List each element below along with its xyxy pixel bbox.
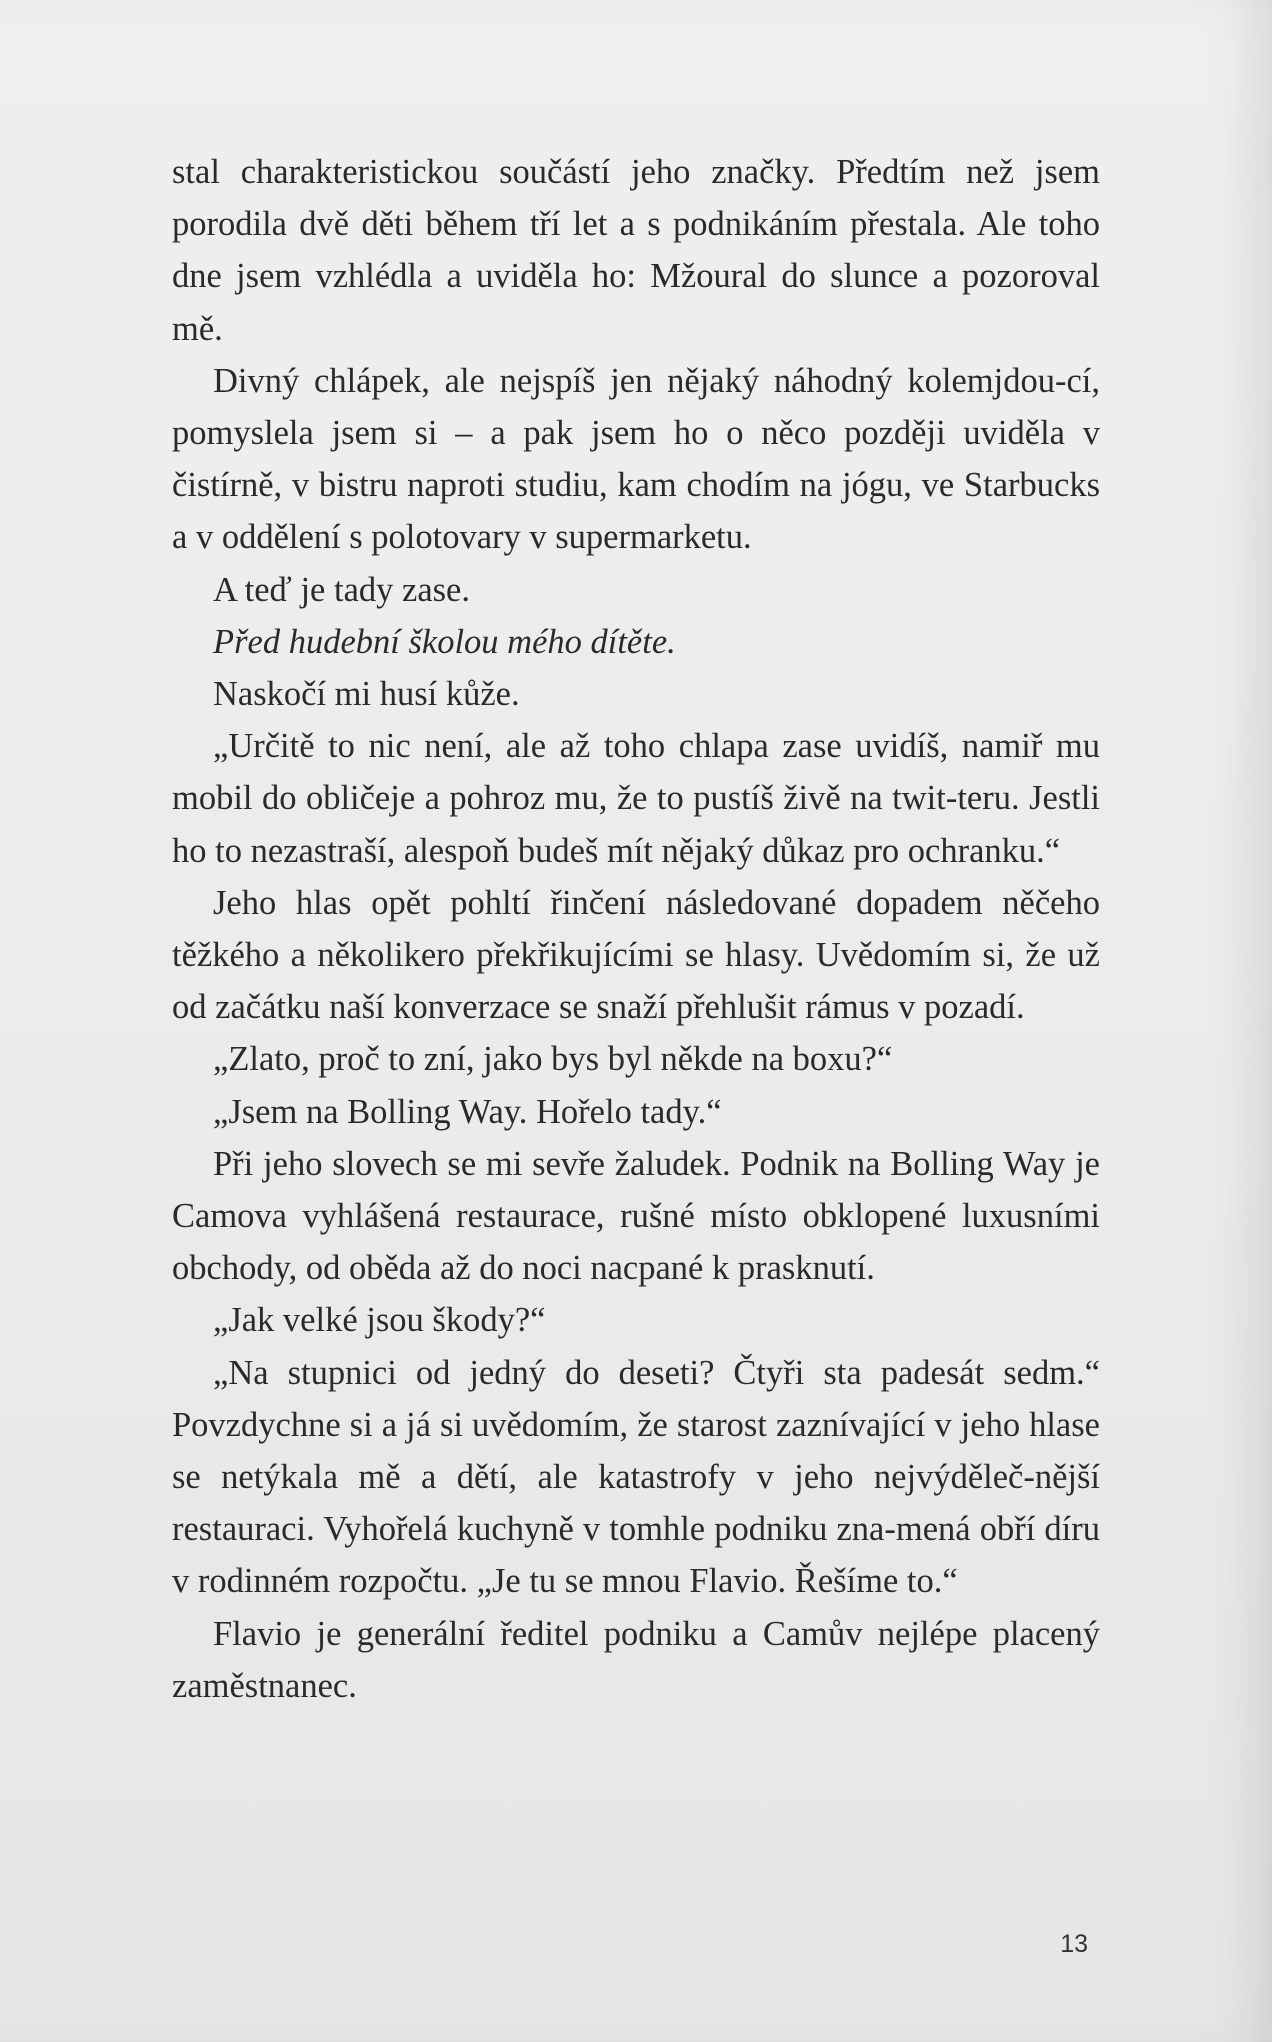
paragraph: stal charakteristickou součástí jeho značky. Předtím než jsem porodila dvě děti během tří let a s podnikáním přestala. Ale toho dne jsem vzhlédla a uviděla ho: Mžoural do slunce a pozoroval mě. <box>172 153 1100 348</box>
paragraph: Naskočí mi husí kůže. <box>213 675 520 714</box>
paragraph: Při jeho slovech se mi sevře žaludek. Podnik na Bolling Way je Camova vyhlášená restaurace, rušné místo obklopené luxusními obchody, od oběda až do noci nacpané k prasknutí. <box>172 1144 1100 1288</box>
paragraph: „Na stupnici od jedný do deseti? Čtyři sta padesát sedm.“ Povzdychne si a já si uvědomím, že starost zaznívající v jeho hlase se netýkala mě a dětí, ale katastrofy v jeho nejvýděleč-nější restauraci. Vyhořelá kuchyně v tomhle podniku zna-mená obří díru v rodinném rozpočtu. „Je tu se mnou Flavio. Řešíme to.“ <box>172 1353 1100 1601</box>
paragraph-italic: Před hudební školou mého dítěte. <box>213 622 676 661</box>
paragraph: „Jsem na Bolling Way. Hořelo tady.“ <box>213 1092 722 1131</box>
paragraph: „Jak velké jsou škody?“ <box>213 1301 546 1340</box>
paragraph: Divný chlápek, ale nejspíš jen nějaký náhodný kolemjdou-cí, pomyslela jsem si – a pak jsem ho o něco později uviděla v čistírně, v bistru naproti studiu, kam chodím na jógu, ve Starbucks a v oddělení s polotovary v supermarketu. <box>172 361 1100 557</box>
paragraph: „Určitě to nic není, ale až toho chlapa zase uvidíš, namiř mu mobil do obličeje a pohroz mu, že to pustíš živě na twit-teru. Jestli ho to nezastraší, alespoň budeš mít nějaký důkaz pro ochranku.“ <box>172 727 1100 870</box>
paragraph: „Zlato, proč to zní, jako bys byl někde na boxu?“ <box>213 1040 893 1079</box>
body-text <box>172 146 1100 1712</box>
paragraph: Flavio je generální ředitel podniku a Camův nejlépe placený zaměstnanec. <box>172 1614 1100 1705</box>
page-number: 13 <box>1060 1930 1088 1958</box>
paragraph: A teď je tady zase. <box>213 570 470 609</box>
paragraph: Jeho hlas opět pohltí řinčení následované dopadem něčeho těžkého a několikero překřikujícími se hlasy. Uvědomím si, že už od začátku naší konverzace se snaží přehlušit rámus v pozadí. <box>172 883 1100 1027</box>
